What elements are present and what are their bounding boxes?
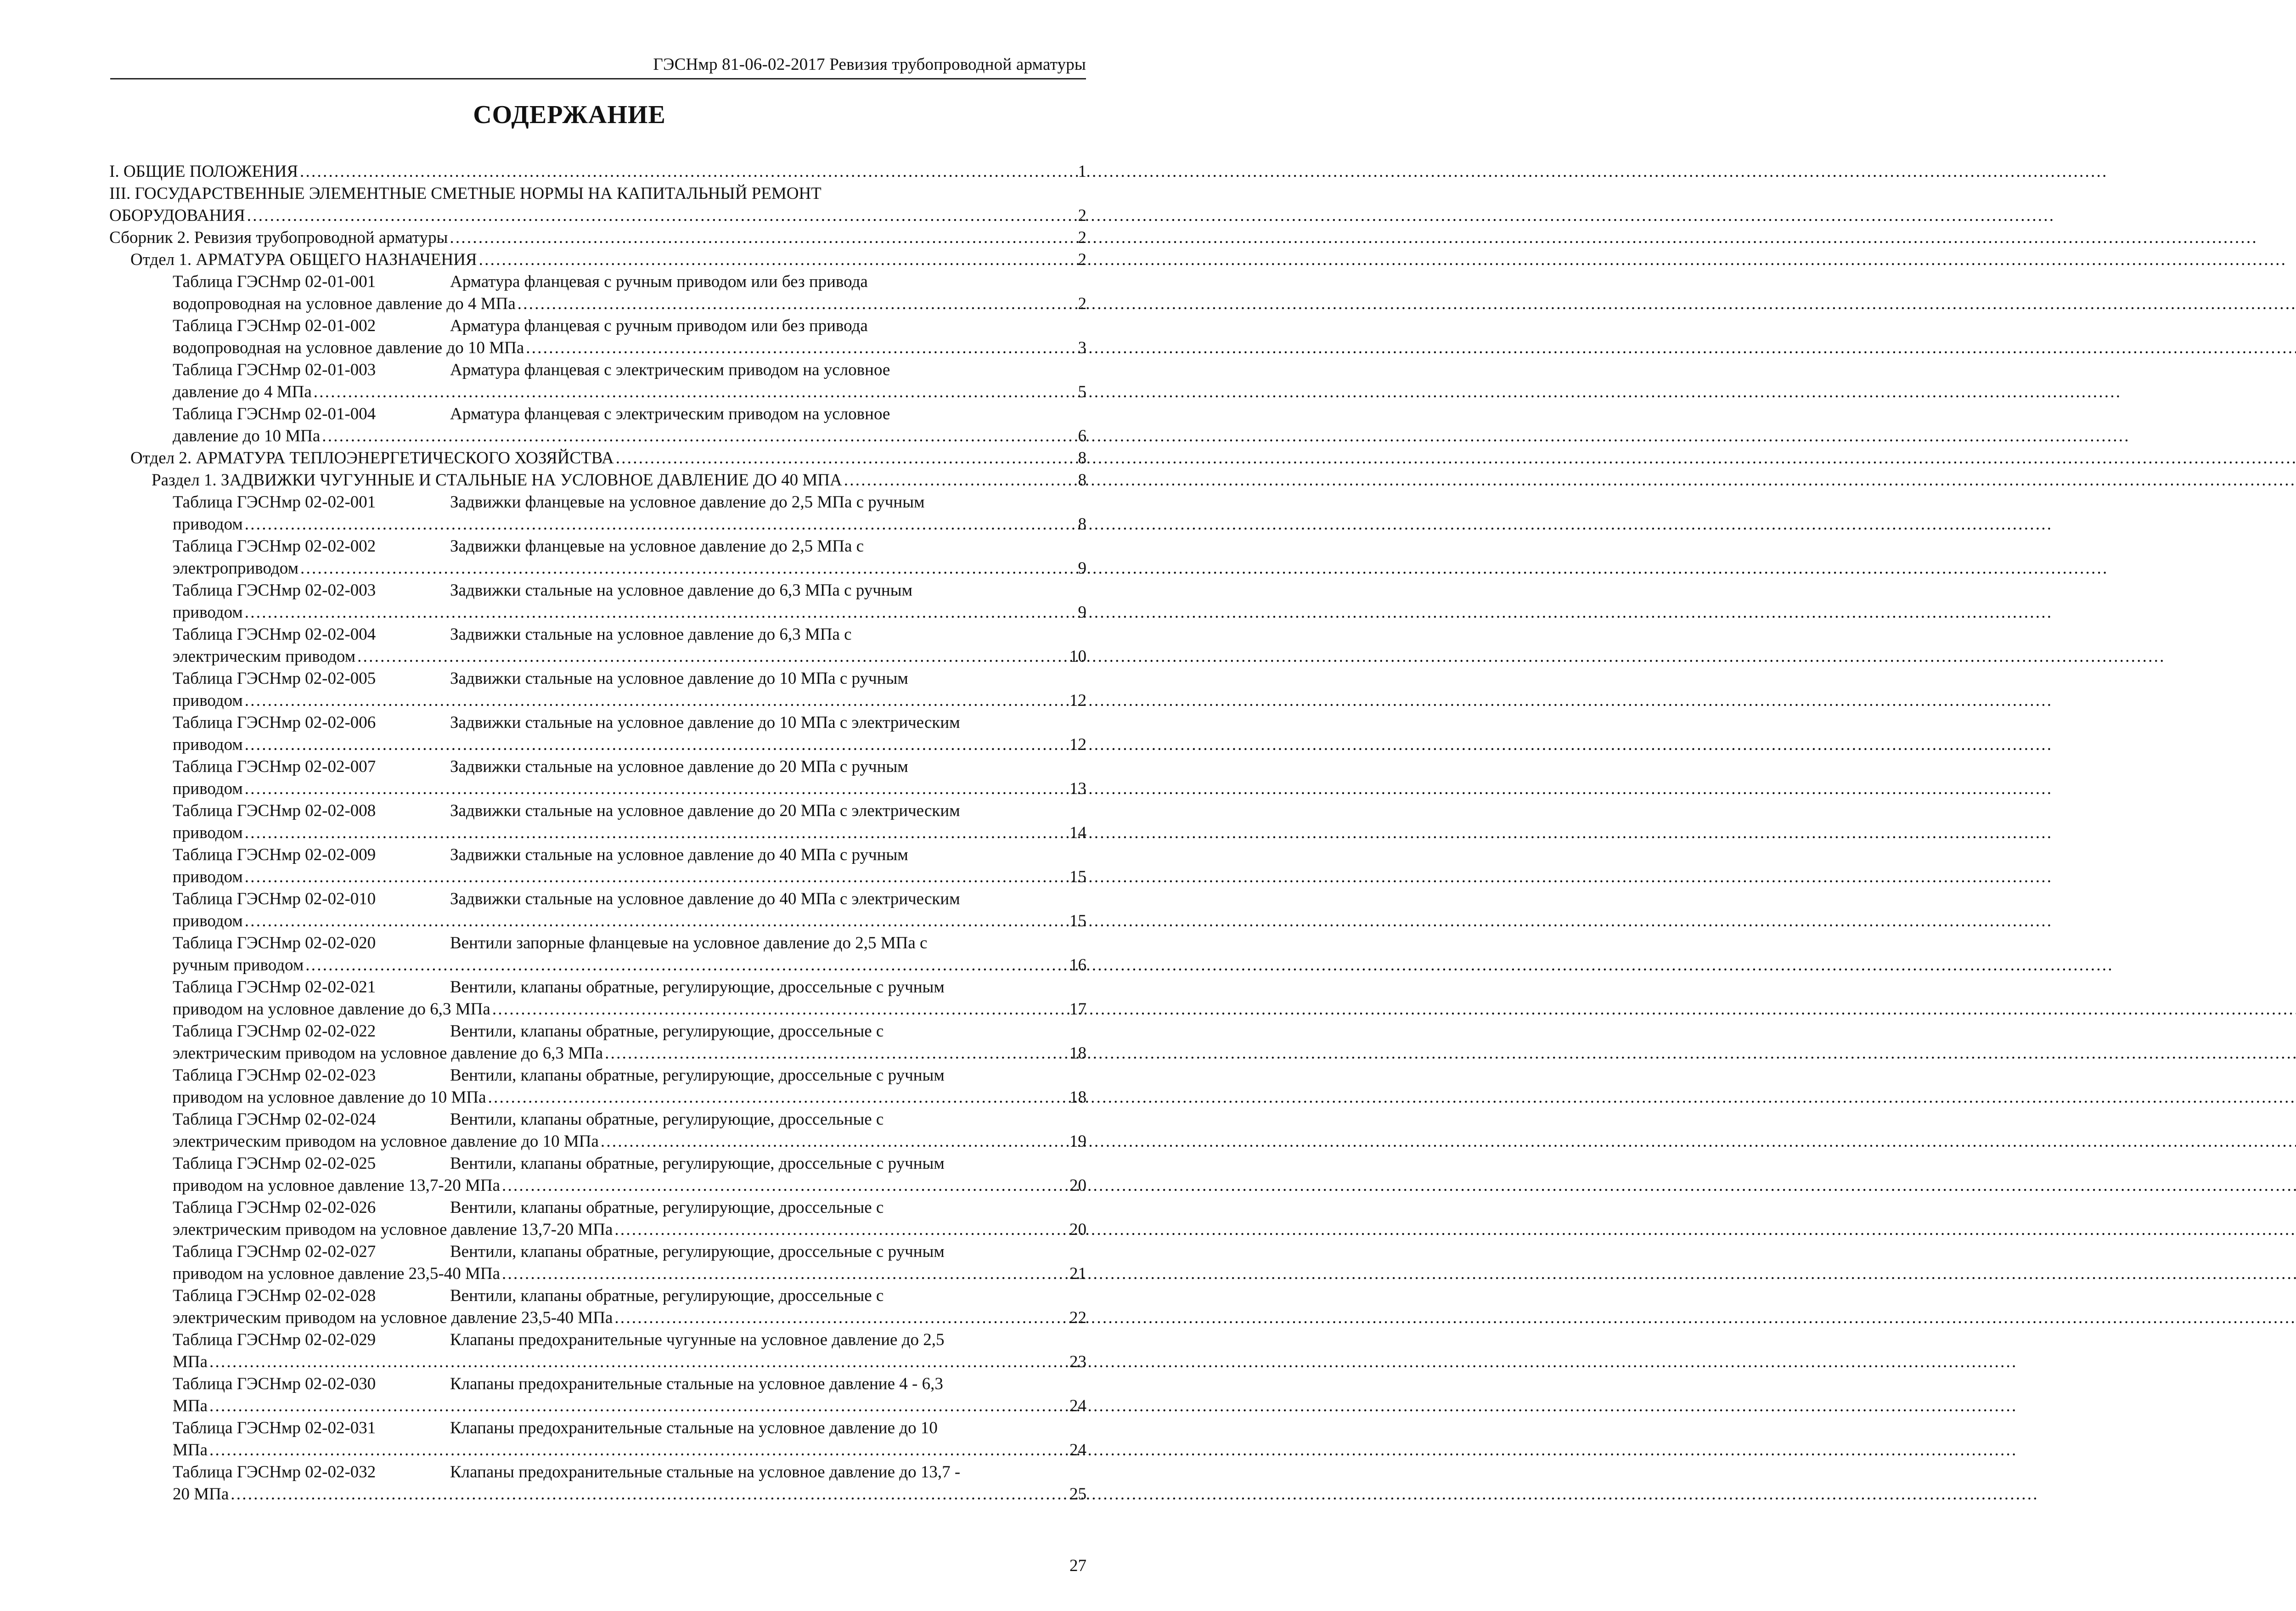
toc-page-number: 15 — [1069, 912, 1086, 930]
table-title: Вентили, клапаны обратные, регулирующие, дроссельные с ручным — [450, 1066, 945, 1085]
table-code: Таблица ГЭСНмр 02-02-029 — [173, 1330, 376, 1349]
table-code: Таблица ГЭСНмр 02-02-023 — [173, 1066, 376, 1085]
table-title-cont: 20 МПа — [173, 1485, 229, 1504]
toc-page-number: 22 — [1069, 1308, 1086, 1327]
toc-page-number: 17 — [1069, 1000, 1086, 1019]
toc-entry-section-3[interactable] — [109, 183, 1086, 227]
table-title-cont: электрическим приводом на условное давление 23,5-40 МПа — [173, 1308, 613, 1327]
toc-page-number: 9 — [1078, 559, 1086, 578]
dot-leader — [245, 690, 1068, 712]
toc-page-number: 2 — [1078, 206, 1086, 225]
table-title-cont: приводом — [173, 735, 243, 754]
toc-page-number: 13 — [1069, 779, 1086, 798]
dot-leader — [614, 1219, 1068, 1241]
toc-entry-text: I. ОБЩИЕ ПОЛОЖЕНИЯ — [109, 162, 298, 181]
toc-entry-table-02-02-008[interactable] — [109, 800, 1086, 844]
table-title-cont: приводом — [173, 823, 243, 842]
toc-entry-table-02-02-030[interactable] — [109, 1373, 1086, 1417]
page-title: СОДЕРЖАНИЕ — [473, 101, 666, 129]
dot-leader — [488, 1087, 1068, 1109]
toc-entry-razdel-1[interactable] — [109, 469, 1086, 491]
table-title-cont: приводом — [173, 867, 243, 886]
toc-entry-table-02-02-004[interactable] — [109, 624, 1086, 668]
toc-entry-text: Отдел 2. АРМАТУРА ТЕПЛОЭНЕРГЕТИЧЕСКОГО ХОЗЯЙСТВА — [130, 449, 614, 468]
table-title: Задвижки стальные на условное давление до 20 МПа с ручным — [450, 757, 908, 776]
toc-page-number: 3 — [1078, 338, 1086, 357]
table-of-contents — [109, 161, 1086, 1505]
table-title: Арматура фланцевая с ручным приводом или без привода — [450, 272, 868, 291]
dot-leader — [245, 910, 1068, 932]
page-number: 27 — [1069, 1556, 1086, 1575]
table-code: Таблица ГЭСНмр 02-01-003 — [173, 361, 376, 379]
table-code: Таблица ГЭСНмр 02-01-001 — [173, 272, 376, 291]
toc-entry-table-02-02-031[interactable] — [109, 1417, 1086, 1461]
table-title: Задвижки стальные на условное давление до 40 МПа с электрическим — [450, 890, 960, 908]
dot-leader — [605, 1042, 1068, 1065]
table-title: Вентили запорные фланцевые на условное давление до 2,5 МПа с — [450, 934, 928, 952]
table-title-cont: МПа — [173, 1397, 208, 1415]
table-title-cont: электроприводом — [173, 559, 298, 578]
dot-leader — [305, 954, 1068, 976]
toc-entry-sbornik-2[interactable] — [109, 227, 1086, 249]
table-title: Клапаны предохранительные стальные на условное давление до 10 — [450, 1419, 938, 1437]
table-title-cont: электрическим приводом — [173, 647, 356, 666]
toc-entry-otdel-1[interactable] — [109, 249, 1086, 271]
toc-page-number: 9 — [1078, 603, 1086, 622]
table-code: Таблица ГЭСНмр 02-02-025 — [173, 1154, 376, 1173]
dot-leader — [844, 469, 1075, 491]
toc-entry-table-02-02-025[interactable] — [109, 1153, 1086, 1197]
toc-entry-table-02-02-002[interactable] — [109, 535, 1086, 580]
toc-entry-text-cont: ОБОРУДОВАНИЯ — [109, 206, 245, 225]
table-code: Таблица ГЭСНмр 02-02-006 — [173, 713, 376, 732]
dot-leader — [247, 205, 1075, 227]
toc-page-number: 21 — [1069, 1264, 1086, 1283]
table-title: Вентили, клапаны обратные, регулирующие, дроссельные с — [450, 1022, 884, 1041]
table-title-cont: водопроводная на условное давление до 10 МПа — [173, 338, 524, 357]
dot-leader — [245, 734, 1068, 756]
toc-entry-table-02-01-003[interactable] — [109, 359, 1086, 403]
table-title-cont: электрическим приводом на условное давление до 6,3 МПа — [173, 1044, 603, 1063]
table-title-cont: приводом — [173, 912, 243, 930]
table-title: Задвижки фланцевые на условное давление до 2,5 МПа с ручным — [450, 493, 925, 512]
table-code: Таблица ГЭСНмр 02-01-004 — [173, 405, 376, 423]
toc-entry-table-02-02-024[interactable] — [109, 1109, 1086, 1153]
dot-leader — [209, 1395, 1068, 1417]
dot-leader — [209, 1439, 1068, 1461]
toc-page-number: 19 — [1069, 1132, 1086, 1151]
dot-leader — [209, 1351, 1068, 1373]
toc-page-number: 24 — [1069, 1441, 1086, 1459]
dot-leader — [502, 1175, 1068, 1197]
table-code: Таблица ГЭСНмр 02-02-027 — [173, 1242, 376, 1261]
dot-leader — [300, 558, 1075, 580]
dot-leader — [245, 778, 1068, 800]
toc-entry-table-02-02-009[interactable] — [109, 844, 1086, 888]
toc-page-number: 2 — [1078, 228, 1086, 247]
toc-entry-text: Сборник 2. Ревизия трубопроводной арматуры — [109, 228, 448, 247]
dot-leader — [450, 227, 1075, 249]
toc-page-number: 1 — [1078, 162, 1086, 181]
toc-entry-table-02-02-005[interactable] — [109, 668, 1086, 712]
toc-entry-table-02-02-029[interactable] — [109, 1329, 1086, 1373]
table-title-cont: приводом на условное давление до 10 МПа — [173, 1088, 486, 1107]
table-title: Задвижки стальные на условное давление до 40 МПа с ручным — [450, 845, 908, 864]
table-title-cont: приводом — [173, 603, 243, 622]
toc-entry-text: III. ГОСУДАРСТВЕННЫЕ ЭЛЕМЕНТНЫЕ СМЕТНЫЕ НОРМЫ НА КАПИТАЛЬНЫЙ РЕМОНТ — [109, 184, 822, 203]
dot-leader — [314, 381, 1075, 403]
table-title: Вентили, клапаны обратные, регулирующие, дроссельные с — [450, 1110, 884, 1129]
dot-leader — [245, 602, 1075, 624]
toc-page-number: 18 — [1069, 1088, 1086, 1107]
dot-leader — [322, 425, 1075, 447]
table-code: Таблица ГЭСНмр 02-02-028 — [173, 1286, 376, 1305]
toc-page-number: 2 — [1078, 250, 1086, 269]
toc-page-number: 23 — [1069, 1352, 1086, 1371]
table-title: Задвижки стальные на условное давление до 6,3 МПа с ручным — [450, 581, 912, 600]
table-title: Арматура фланцевая с электрическим приводом на условное — [450, 361, 890, 379]
table-title: Задвижки стальные на условное давление до 10 МПа с ручным — [450, 669, 908, 688]
table-code: Таблица ГЭСНмр 02-02-021 — [173, 978, 376, 997]
table-title: Вентили, клапаны обратные, регулирующие, дроссельные с — [450, 1198, 884, 1217]
table-title: Клапаны предохранительные стальные на условное давление 4 - 6,3 — [450, 1374, 943, 1393]
table-title-cont: давление до 10 МПа — [173, 427, 321, 445]
table-code: Таблица ГЭСНмр 02-02-031 — [173, 1419, 376, 1437]
toc-entry-otdel-2[interactable] — [109, 447, 1086, 469]
toc-page-number: 18 — [1069, 1044, 1086, 1063]
dot-leader — [231, 1483, 1068, 1505]
table-code: Таблица ГЭСНмр 02-02-008 — [173, 801, 376, 820]
dot-leader — [614, 1307, 1068, 1329]
table-title: Задвижки стальные на условное давление до 6,3 МПа с — [450, 625, 852, 644]
toc-entry-table-02-02-003[interactable] — [109, 580, 1086, 624]
toc-page-number: 6 — [1078, 427, 1086, 445]
toc-entry-table-02-02-007[interactable] — [109, 756, 1086, 800]
toc-entry-table-02-02-023[interactable] — [109, 1065, 1086, 1109]
toc-entry-table-02-02-027[interactable] — [109, 1241, 1086, 1285]
dot-leader — [357, 646, 1068, 668]
toc-page-number: 10 — [1069, 647, 1086, 666]
toc-page-number: 20 — [1069, 1220, 1086, 1239]
dot-leader — [245, 513, 1075, 535]
table-title-cont: приводом на условное давление 23,5-40 МПа — [173, 1264, 501, 1283]
table-code: Таблица ГЭСНмр 02-02-026 — [173, 1198, 376, 1217]
table-title: Задвижки стальные на условное давление до 20 МПа с электрическим — [450, 801, 960, 820]
table-title: Клапаны предохранительные чугунные на условное давление до 2,5 — [450, 1330, 945, 1349]
toc-entry-table-02-02-010[interactable] — [109, 888, 1086, 932]
toc-page-number: 8 — [1078, 515, 1086, 534]
table-title-cont: электрическим приводом на условное давление до 10 МПа — [173, 1132, 599, 1151]
table-code: Таблица ГЭСНмр 02-02-005 — [173, 669, 376, 688]
table-title-cont: водопроводная на условное давление до 4 МПа — [173, 294, 516, 313]
table-code: Таблица ГЭСНмр 02-02-022 — [173, 1022, 376, 1041]
table-title-cont: приводом — [173, 515, 243, 534]
table-title-cont: МПа — [173, 1352, 208, 1371]
toc-page-number: 5 — [1078, 383, 1086, 401]
table-code: Таблица ГЭСНмр 02-02-010 — [173, 890, 376, 908]
table-title-cont: приводом на условное давление 13,7-20 МПа — [173, 1176, 501, 1195]
toc-entry-table-02-01-002[interactable] — [109, 315, 1086, 359]
running-header — [110, 50, 1086, 79]
toc-page-number: 8 — [1078, 471, 1086, 490]
table-code: Таблица ГЭСНмр 02-02-007 — [173, 757, 376, 776]
toc-entry-table-02-02-021[interactable] — [109, 976, 1086, 1020]
table-title-cont: электрическим приводом на условное давление 13,7-20 МПа — [173, 1220, 613, 1239]
table-title: Арматура фланцевая с ручным приводом или без привода — [450, 316, 868, 335]
dot-leader — [300, 161, 1075, 183]
toc-page-number: 12 — [1069, 691, 1086, 710]
dot-leader — [518, 293, 1075, 315]
toc-entry-table-02-02-032[interactable] — [109, 1461, 1086, 1505]
table-code: Таблица ГЭСНмр 02-02-020 — [173, 934, 376, 952]
toc-entry-section-1[interactable] — [109, 161, 1086, 183]
table-title: Вентили, клапаны обратные, регулирующие, дроссельные с ручным — [450, 1242, 945, 1261]
dot-leader — [526, 337, 1075, 359]
toc-entry-table-02-01-001[interactable] — [109, 271, 1086, 315]
toc-page-number: 25 — [1069, 1485, 1086, 1504]
toc-entry-text: Отдел 1. АРМАТУРА ОБЩЕГО НАЗНАЧЕНИЯ — [130, 250, 477, 269]
toc-entry-table-02-02-001[interactable] — [109, 491, 1086, 535]
toc-page-number: 15 — [1069, 867, 1086, 886]
table-title-cont: приводом на условное давление до 6,3 МПа — [173, 1000, 490, 1019]
table-code: Таблица ГЭСНмр 02-02-001 — [173, 493, 376, 512]
dot-leader — [492, 998, 1068, 1020]
table-title-cont: приводом — [173, 691, 243, 710]
dot-leader — [245, 822, 1068, 844]
table-title: Задвижки фланцевые на условное давление до 2,5 МПа с — [450, 537, 864, 556]
header-text: ГЭСНмр 81-06-02-2017 Ревизия трубопроводной арматуры — [653, 55, 1086, 74]
toc-entry-table-02-02-006[interactable] — [109, 712, 1086, 756]
dot-leader — [616, 447, 1075, 469]
toc-page-number: 16 — [1069, 956, 1086, 974]
dot-leader — [479, 249, 1075, 271]
toc-entry-table-02-02-022[interactable] — [109, 1020, 1086, 1065]
table-code: Таблица ГЭСНмр 02-02-002 — [173, 537, 376, 556]
toc-page-number: 20 — [1069, 1176, 1086, 1195]
toc-page-number: 2 — [1078, 294, 1086, 313]
table-title: Вентили, клапаны обратные, регулирующие, дроссельные с — [450, 1286, 884, 1305]
toc-entry-table-02-02-020[interactable] — [109, 932, 1086, 976]
dot-leader — [245, 866, 1068, 888]
toc-entry-table-02-01-004[interactable] — [109, 403, 1086, 447]
toc-entry-text: Раздел 1. ЗАДВИЖКИ ЧУГУННЫЕ И СТАЛЬНЫЕ НА УСЛОВНОЕ ДАВЛЕНИЕ ДО 40 МПА — [152, 471, 842, 490]
table-code: Таблица ГЭСНмр 02-02-032 — [173, 1463, 376, 1481]
table-title: Вентили, клапаны обратные, регулирующие, дроссельные с ручным — [450, 1154, 945, 1173]
toc-page-number: 14 — [1069, 823, 1086, 842]
table-code: Таблица ГЭСНмр 02-02-004 — [173, 625, 376, 644]
toc-page-number: 24 — [1069, 1397, 1086, 1415]
toc-entry-table-02-02-026[interactable] — [109, 1197, 1086, 1241]
toc-page-number: 8 — [1078, 449, 1086, 468]
table-title-cont: приводом — [173, 779, 243, 798]
table-title: Клапаны предохранительные стальные на условное давление до 13,7 - — [450, 1463, 961, 1481]
table-title-cont: ручным приводом — [173, 956, 304, 974]
table-code: Таблица ГЭСНмр 02-01-002 — [173, 316, 376, 335]
dot-leader — [601, 1131, 1068, 1153]
table-title-cont: давление до 4 МПа — [173, 383, 312, 401]
table-title: Арматура фланцевая с электрическим приводом на условное — [450, 405, 890, 423]
table-title: Вентили, клапаны обратные, регулирующие, дроссельные с ручным — [450, 978, 945, 997]
table-title-cont: МПа — [173, 1441, 208, 1459]
dot-leader — [502, 1263, 1068, 1285]
toc-entry-table-02-02-028[interactable] — [109, 1285, 1086, 1329]
table-code: Таблица ГЭСНмр 02-02-009 — [173, 845, 376, 864]
table-code: Таблица ГЭСНмр 02-02-030 — [173, 1374, 376, 1393]
table-title: Задвижки стальные на условное давление до 10 МПа с электрическим — [450, 713, 960, 732]
table-code: Таблица ГЭСНмр 02-02-003 — [173, 581, 376, 600]
toc-page-number: 12 — [1069, 735, 1086, 754]
table-code: Таблица ГЭСНмр 02-02-024 — [173, 1110, 376, 1129]
